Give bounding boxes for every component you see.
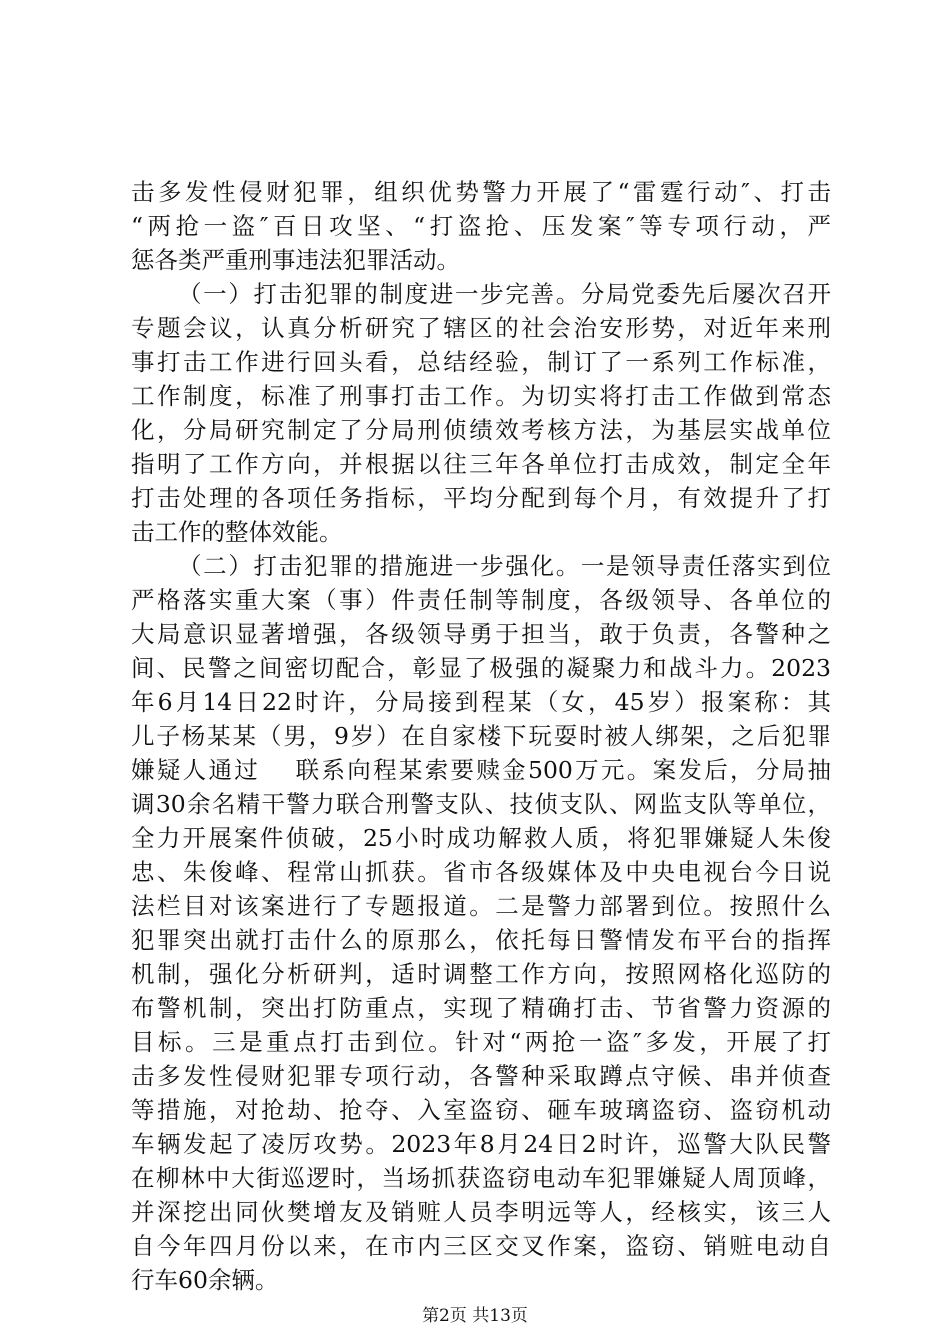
text-line: 全力开展案件侦破，25小时成功解救人质，将犯罪嫌疑人朱俊 <box>131 824 831 852</box>
text-line: 忠、朱俊峰、程常山抓获。省市各级媒体及中央电视台今日说 <box>131 858 831 886</box>
text-line: 车辆发起了凌厉攻势。2023年8月24日2时许，巡警大队民警 <box>131 1130 831 1158</box>
text-line: 在柳林中大街巡逻时，当场抓获盗窃电动车犯罪嫌疑人周顶峰， <box>131 1164 831 1192</box>
text-line: 大局意识显著增强，各级领导勇于担当，敢于负责，各警种之 <box>131 620 831 648</box>
text-line: 布警机制，突出打防重点，实现了精确打击、节省警力资源的 <box>131 994 831 1022</box>
paragraph-1-start: （一）打击犯罪的制度进一步完善。分局党委先后屡次召开 <box>178 280 831 308</box>
text-line: 目标。三是重点打击到位。针对“两抢一盗″多发，开展了打 <box>131 1028 831 1056</box>
text-line: 指明了工作方向，并根据以往三年各单位打击成效，制定全年 <box>131 450 831 478</box>
text-line: 惩各类严重刑事违法犯罪活动。 <box>131 246 460 274</box>
text-line: 击多发性侵财犯罪专项行动，各警种采取蹲点守候、串并侦查 <box>131 1062 831 1090</box>
text-line: 击工作的整体效能。 <box>131 518 343 546</box>
text-line: 年6月14日22时许，分局接到程某（女，45岁）报案称：其 <box>131 688 831 716</box>
text-line: 工作制度，标准了刑事打击工作。为切实将打击工作做到常态 <box>131 382 831 410</box>
text-line: 击多发性侵财犯罪，组织优势警力开展了“雷霆行动″、打击 <box>131 178 831 206</box>
text-line: 事打击工作进行回头看，总结经验，制订了一系列工作标准， <box>131 348 831 376</box>
text-line: 调30余名精干警力联合刑警支队、技侦支队、网监支队等单位， <box>131 790 831 818</box>
text-line: 专题会议，认真分析研究了辖区的社会治安形势，对近年来刑 <box>131 314 831 342</box>
text-line: 打击处理的各项任务指标，平均分配到每个月，有效提升了打 <box>131 484 831 512</box>
text-line: 化，分局研究制定了分局刑侦绩效考核方法，为基层实战单位 <box>131 416 831 444</box>
text-line: 犯罪突出就打击什么的原那么，依托每日警情发布平台的指挥 <box>131 926 831 954</box>
text-line: 行车60余辆。 <box>131 1266 279 1294</box>
text-line: 嫌疑人通过 联系向程某索要赎金500万元。案发后，分局抽 <box>131 756 831 784</box>
text-line: 严格落实重大案（事）件责任制等制度，各级领导、各单位的 <box>131 586 831 614</box>
page-number-footer: 第2页 共13页 <box>422 1306 528 1326</box>
text-line: “两抢一盗″百日攻坚、“打盗抢、压发案″等专项行动，严 <box>131 212 831 240</box>
text-line: 并深挖出同伙樊增友及销赃人员李明远等人，经核实，该三人 <box>131 1198 831 1226</box>
text-line: 儿子杨某某（男，9岁）在自家楼下玩耍时被人绑架，之后犯罪 <box>131 722 831 750</box>
text-line: 机制，强化分析研判，适时调整工作方向，按照网格化巡防的 <box>131 960 831 988</box>
text-line: 等措施，对抢劫、抢夺、入室盗窃、砸车玻璃盗窃、盗窃机动 <box>131 1096 831 1124</box>
text-line: 自今年四月份以来，在市内三区交叉作案，盗窃、销赃电动自 <box>131 1232 831 1260</box>
text-line: 间、民警之间密切配合，彰显了极强的凝聚力和战斗力。2023 <box>131 654 831 682</box>
text-line: 法栏目对该案进行了专题报道。二是警力部署到位。按照什么 <box>131 892 831 920</box>
paragraph-2-start: （二）打击犯罪的措施进一步强化。一是领导责任落实到位 <box>178 552 831 580</box>
